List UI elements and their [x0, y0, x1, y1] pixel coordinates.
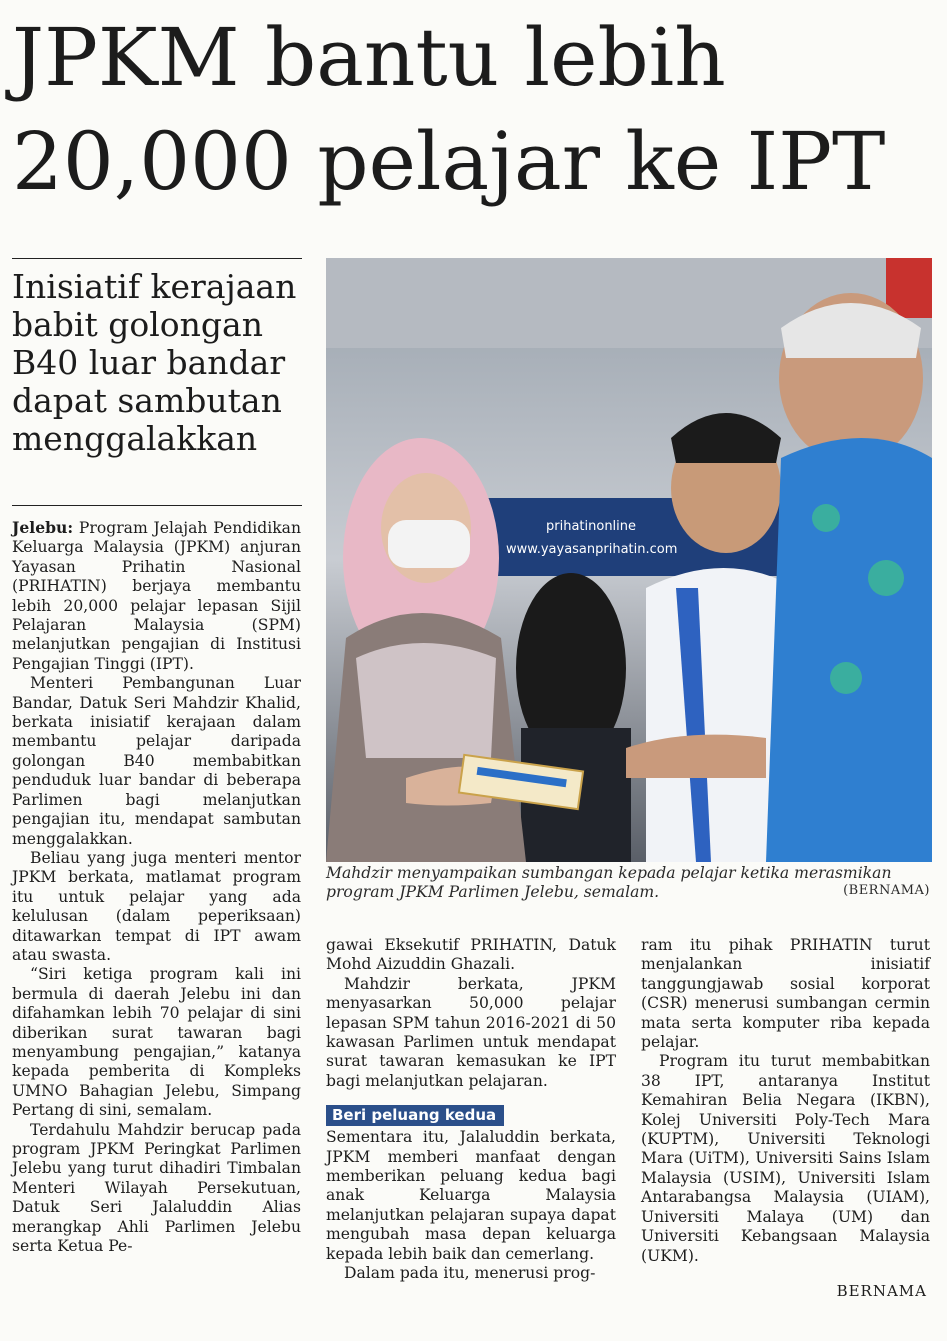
deck-bottom-rule: [12, 505, 302, 506]
photo-credit: (BERNAMA): [843, 883, 930, 898]
paragraph-4: “Siri ketiga program kali ini bermula di daerah Jelebu ini dan difahamkan lebih 70 pelajar di sini diberikan surat tawaran bagi menyambung pengajian,” katanya kepada pemberita di Kompleks UMNO Bahagian Jelebu, Simpang Pertang di sini, semalam.: [12, 965, 301, 1120]
paragraph-7: Mahdzir berkata, JPKM menyasarkan 50,000 pelajar lepasan SPM tahun 2016-2021 di 50 kawasan Parlimen untuk mendapat surat tawaran kemasukan ke IPT bagi melanjutkan pelajaran.: [326, 974, 616, 1090]
paragraph-6: gawai Eksekutif PRIHATIN, Datuk Mohd Aizuddin Ghazali.: [326, 936, 616, 974]
news-photo: [326, 258, 932, 862]
paragraph-2: Menteri Pembangunan Luar Bandar, Datuk Seri Mahdzir Khalid, berkata inisiatif kerajaan dalam membantu pelajar daripada golongan B40 membabitkan penduduk luar bandar di beberapa Parlimen bagi melanjutkan pengajian itu, mendapat sambutan menggalakkan.: [12, 674, 301, 848]
deck: [12, 268, 302, 458]
paragraph-3: Beliau yang juga menteri mentor JPKM berkata, matlamat program itu untuk pelajar yang ada kelulusan (dalam peperiksaan) ditawarkan tempat di IPT awam atau swasta.: [12, 848, 301, 964]
deck-line-1: Inisiatif kerajaan: [12, 267, 297, 306]
face-mask: [388, 520, 470, 568]
banner-text-2: www.yayasanprihatin.com: [506, 542, 678, 557]
byline: BERNAMA: [836, 1282, 927, 1300]
paragraph-9: Dalam pada itu, menerusi prog-: [344, 1264, 596, 1283]
batik-shirt: [766, 438, 932, 862]
body-column-1: [12, 518, 301, 1256]
deck-line-3: B40 luar bandar: [12, 343, 286, 382]
paragraph-10: ram itu pihak PRIHATIN turut menjalankan inisiatif tanggungjawab sosial korporat (CSR) menerusi sumbangan cermin mata serta komputer riba kepada pelajar.: [641, 936, 930, 1052]
photo-illustration: [326, 258, 932, 862]
deck-line-4: dapat sambutan: [12, 381, 282, 420]
banner-text-1: prihatinonline: [546, 519, 637, 534]
paragraph-5: Terdahulu Mahdzir berucap pada program JPKM Peringkat Parlimen Jelebu yang turut dihadiri Timbalan Menteri Wilayah Persekutuan, Datuk Seri Jalaluddin Alias merangkap Ahli Parlimen Jelebu serta Ketua Pe-: [12, 1120, 301, 1256]
body-column-3: [641, 936, 930, 1266]
headline-line-2: 20,000 pelajar ke IPT: [12, 115, 886, 208]
headline-line-1: JPKM bantu lebih: [12, 11, 726, 104]
paragraph-8: Sementara itu, Jalaluddin berkata, JPKM memberi manfaat dengan memberikan peluang kedua bagi anak Keluarga Malaysia melanjutkan pelajaran supaya dapat mengubah masa depan keluarga kepada lebih baik dan cemerlang.: [326, 1128, 616, 1263]
paragraph-11: Program itu turut membabitkan 38 IPT, antaranya Institut Kemahiran Belia Negara (IKBN), Kolej Universiti Poly-Tech Mara (KUPTM), Universiti Teknologi Mara (UiTM), Universiti Sains Islam Malaysia (USIM), Universiti Islam Antarabangsa Malaysia (UIAM), Universiti Malaya (UM) dan Universiti Kebangsaan Malaysia (UKM).: [641, 1052, 930, 1265]
deck-line-5: menggalakkan: [12, 419, 258, 458]
dateline: Jelebu:: [12, 518, 74, 537]
subheading: Beri peluang kedua: [326, 1105, 504, 1126]
headline: [12, 6, 937, 214]
body-column-2: [326, 936, 616, 1284]
deck-top-rule: [12, 258, 302, 259]
paragraph-1: Jelebu: Program Jelajah Pendidikan Keluarga Malaysia (JPKM) anjuran Yayasan Prihatin Nasional (PRIHATIN) berjaya membantu lebih 20,000 pelajar lepasan Sijil Pelajaran Malaysia (SPM) melanjutkan pengajian di Institusi Pengajian Tinggi (IPT).: [12, 518, 301, 673]
deck-line-2: babit golongan: [12, 305, 263, 344]
photo-caption: Mahdzir menyampaikan sumbangan kepada pelajar ketika merasmikan program JPKM Parlimen Jelebu, semalam.: [326, 864, 892, 901]
